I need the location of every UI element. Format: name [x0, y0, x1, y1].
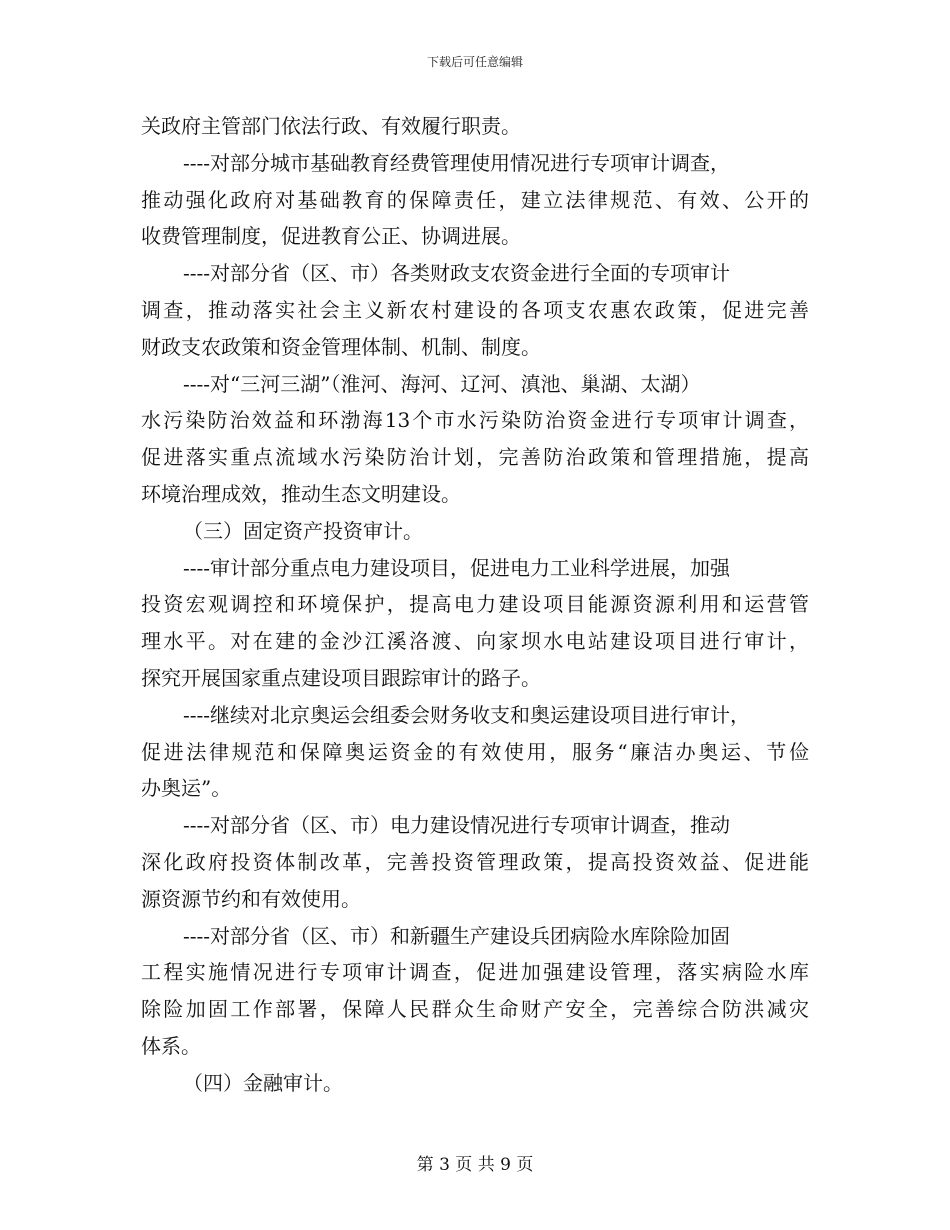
- paragraph-line: 推动强化政府对基础教育的保障责任，建立法律规范、有效、公开的: [141, 187, 809, 212]
- section-heading: （四）金融审计。: [183, 1070, 343, 1095]
- page-footer: 第 3 页 共 9 页: [416, 1155, 534, 1175]
- paragraph-line: 水污染防治效益和环渤海13个市水污染防治资金进行专项审计调查，: [141, 408, 809, 433]
- document-body: [141, 108, 809, 1102]
- paragraph-line: 财政支农政策和资金管理体制、机制、制度。: [141, 334, 541, 359]
- paragraph-line: 促进法律规范和保障奥运资金的有效使用，服务“廉洁办奥运、节俭: [141, 739, 809, 764]
- paragraph-line: 调查，推动落实社会主义新农村建设的各项支农惠农政策，促进完善: [141, 297, 809, 322]
- paragraph-line: 办奥运”。: [141, 776, 232, 801]
- paragraph-line: 环境治理成效，推动生态文明建设。: [141, 481, 461, 506]
- paragraph-line: ----对部分省（区、市）电力建设情况进行专项审计调查，推动: [183, 813, 731, 838]
- paragraph-line: 探究开展国家重点建设项目跟踪审计的路子。: [141, 665, 541, 690]
- paragraph-line: 理水平。对在建的金沙江溪洛渡、向家坝水电站建设项目进行审计，: [141, 629, 809, 654]
- section-heading: （三）固定资产投资审计。: [183, 518, 423, 543]
- paragraph-line: ----继续对北京奥运会组委会财务收支和奥运建设项目进行审计，: [183, 702, 751, 727]
- paragraph-line: 投资宏观调控和环境保护，提高电力建设项目能源资源利用和运营管: [141, 592, 809, 617]
- paragraph-line: 体系。: [141, 1033, 201, 1058]
- paragraph-line: ----审计部分重点电力建设项目，促进电力工业科学进展，加强: [183, 555, 731, 580]
- page-header: 下载后可任意编辑: [426, 55, 523, 69]
- paragraph-line: 关政府主管部门依法行政、有效履行职责。: [141, 114, 521, 138]
- paragraph-line: 深化政府投资体制改革，完善投资管理政策，提高投资效益、促进能: [141, 849, 809, 874]
- paragraph-line: 收费管理制度，促进教育公正、协调进展。: [141, 224, 521, 249]
- paragraph-line: ----对“三河三湖”（淮河、海河、辽河、滇池、巢湖、太湖）: [183, 371, 701, 396]
- paragraph-line: 工程实施情况进行专项审计调查，促进加强建设管理，落实病险水库: [141, 960, 809, 985]
- paragraph-line: 源资源节约和有效使用。: [141, 886, 361, 911]
- paragraph-line: 促进落实重点流域水污染防治计划，完善防治政策和管理措施，提高: [141, 445, 809, 470]
- paragraph-line: ----对部分省（区、市）和新疆生产建设兵团病险水库除险加固: [183, 923, 731, 948]
- paragraph-line: ----对部分城市基础教育经费管理使用情况进行专项审计调查，: [183, 150, 731, 175]
- paragraph-line: ----对部分省（区、市）各类财政支农资金进行全面的专项审计: [183, 261, 731, 286]
- paragraph-line: 除险加固工作部署，保障人民群众生命财产安全，完善综合防洪减灾: [141, 997, 809, 1022]
